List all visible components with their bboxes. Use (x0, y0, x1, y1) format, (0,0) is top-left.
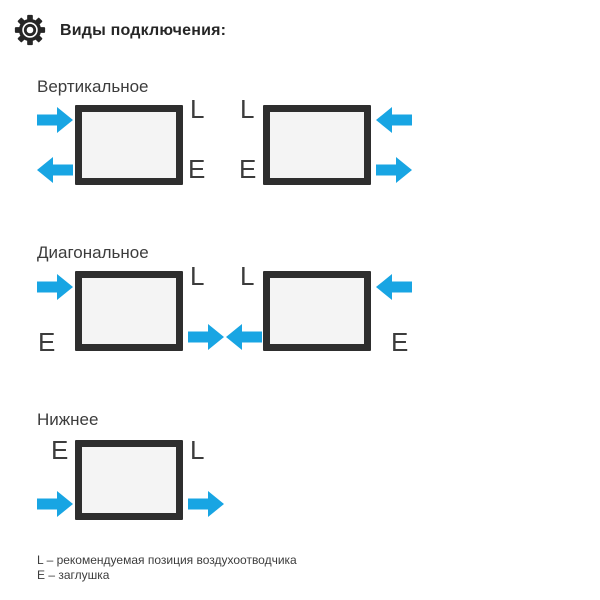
arrow-left-icon (376, 274, 412, 300)
port-label-e: E (239, 154, 257, 184)
legend-line-l: L – рекомендуемая позиция воздухоотводчика (37, 553, 297, 567)
port-label-l: L (190, 94, 205, 124)
gear-icon (13, 13, 47, 52)
port-label-l: L (240, 261, 255, 291)
port-label-e: E (188, 154, 206, 184)
section-title-diagonal: Диагональное (37, 243, 149, 262)
arrow-left-icon (226, 324, 262, 350)
arrow-right-icon (188, 324, 224, 350)
section-title-bottom: Нижнее (37, 410, 99, 429)
arrow-right-icon (37, 274, 73, 300)
port-label-e: E (38, 327, 56, 357)
radiator-box (75, 105, 183, 185)
port-label-e: E (51, 435, 69, 465)
port-label-l: L (190, 435, 205, 465)
arrow-right-icon (37, 491, 73, 517)
arrow-left-icon (37, 157, 73, 183)
legend-line-e: E – заглушка (37, 568, 110, 582)
radiator-box (263, 271, 371, 351)
port-label-l: L (240, 94, 255, 124)
port-label-l: L (190, 261, 205, 291)
port-label-e: E (391, 327, 409, 357)
radiator-box (75, 271, 183, 351)
arrow-right-icon (37, 107, 73, 133)
arrow-right-icon (188, 491, 224, 517)
section-title-vertical: Вертикальное (37, 77, 149, 96)
arrow-left-icon (376, 107, 412, 133)
radiator-box (75, 440, 183, 520)
arrow-right-icon (376, 157, 412, 183)
radiator-box (263, 105, 371, 185)
page-title: Виды подключения: (60, 22, 227, 39)
